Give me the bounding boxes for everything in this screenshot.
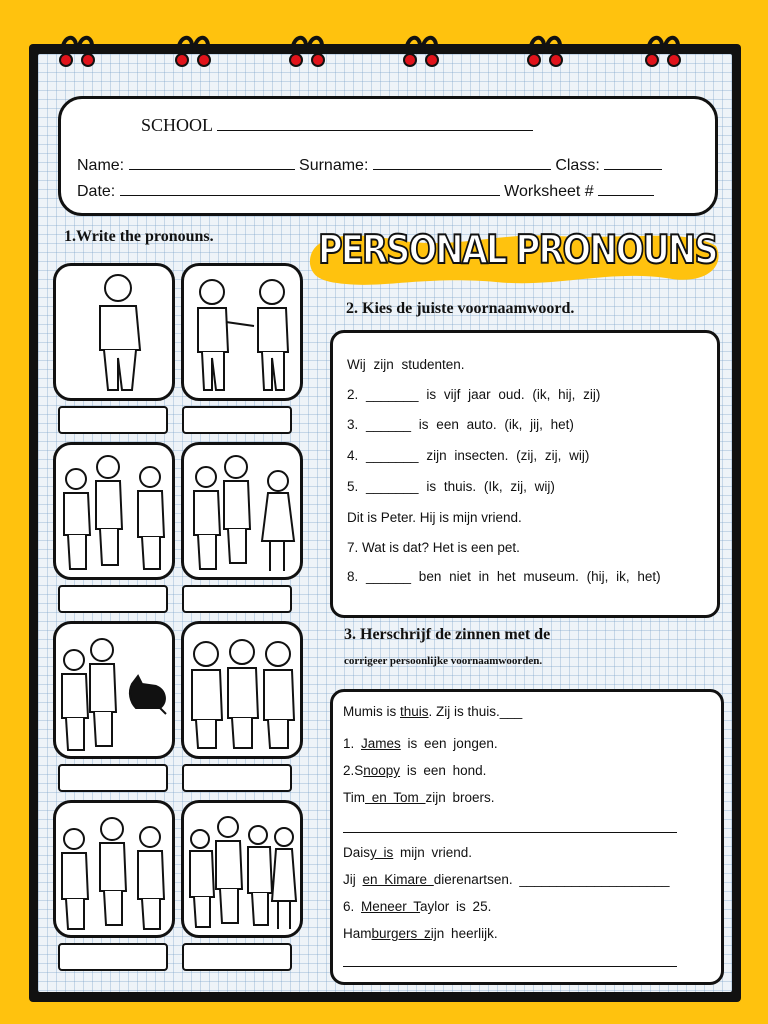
binder-ring-icon bbox=[398, 28, 444, 74]
underlined-word: y is bbox=[370, 845, 394, 860]
exercise-line: 8. ______ ben niet in het museum. (hij, ik, het) bbox=[347, 569, 661, 584]
underlined-word: en Kimare bbox=[362, 872, 434, 887]
school-row bbox=[141, 115, 533, 136]
rewrite-line bbox=[343, 763, 486, 778]
exercise-line: 4. _______ zijn insecten. (zij, zij, wij) bbox=[347, 448, 590, 463]
worksheet-field[interactable] bbox=[598, 181, 654, 196]
underlined-word: noopy bbox=[363, 763, 401, 778]
rewrite-text: mijn vriend. bbox=[393, 845, 473, 860]
picture-three-boys-group bbox=[181, 621, 303, 759]
picture-two-boys bbox=[181, 263, 303, 401]
school-label: SCHOOL bbox=[141, 115, 213, 135]
section1-title: 1.Write the pronouns. bbox=[64, 228, 214, 245]
exercise-line: 5. _______ is thuis. (Ik, zij, wij) bbox=[347, 479, 555, 494]
rewrite-text: Mumis is bbox=[343, 704, 400, 719]
answer-write-line[interactable] bbox=[343, 966, 677, 967]
rewrite-text: is een jongen. bbox=[400, 736, 498, 751]
page-title: PERSONAL PRONOUNS bbox=[318, 228, 717, 273]
rewrite-text: Dais bbox=[343, 845, 371, 860]
name-label: Name: bbox=[77, 157, 125, 174]
picture-four-children bbox=[181, 800, 303, 938]
class-label: Class: bbox=[555, 157, 600, 174]
boys-and-girl-figure-icon bbox=[184, 445, 300, 577]
underlined-word: Meneer T bbox=[361, 899, 421, 914]
section2-panel bbox=[330, 330, 720, 618]
four-children-figure-icon bbox=[184, 803, 300, 935]
answer-box[interactable] bbox=[58, 943, 168, 971]
exercise-line: 3. ______ is een auto. (ik, jij, het) bbox=[347, 417, 574, 432]
rewrite-line bbox=[343, 736, 498, 751]
surname-label: Surname: bbox=[299, 157, 369, 174]
rewrite-text: zijn broers. bbox=[425, 790, 495, 805]
school-field[interactable] bbox=[217, 116, 533, 131]
exercise-line: 7. Wat is dat? Het is een pet. bbox=[347, 540, 520, 555]
rewrite-text: 6. bbox=[343, 899, 362, 914]
binder-ring-icon bbox=[170, 28, 216, 74]
boys-reading-figure-icon bbox=[56, 803, 172, 935]
picture-boys-and-girl bbox=[181, 442, 303, 580]
rewrite-line bbox=[343, 704, 522, 719]
section3-subtitle: corrigeer persoonlijke voornaamwoorden. bbox=[344, 655, 543, 667]
two-boys-figure-icon bbox=[184, 266, 300, 398]
rewrite-text: n heerlijk. bbox=[436, 926, 498, 941]
binder-ring-icon bbox=[640, 28, 686, 74]
binder-ring-icon bbox=[284, 28, 330, 74]
name-field[interactable] bbox=[129, 155, 295, 170]
underlined-word: James bbox=[361, 736, 401, 751]
rewrite-text: dierenartsen. ____________________ bbox=[433, 872, 670, 887]
surname-field[interactable] bbox=[373, 155, 551, 170]
answer-box[interactable] bbox=[182, 585, 292, 613]
date-field[interactable] bbox=[120, 181, 500, 196]
section3-panel bbox=[330, 689, 724, 985]
exercise-line: Wij zijn studenten. bbox=[347, 357, 465, 372]
worksheet-label: Worksheet # bbox=[504, 183, 594, 200]
picture-two-boys-and-cat bbox=[53, 621, 175, 759]
exercise-line: Dit is Peter. Hij is mijn vriend. bbox=[347, 510, 522, 525]
rewrite-text: aylor is 25. bbox=[420, 899, 492, 914]
date-row bbox=[77, 181, 654, 201]
answer-box[interactable] bbox=[58, 406, 168, 434]
underlined-word: en Tom bbox=[365, 790, 426, 805]
class-field[interactable] bbox=[604, 155, 662, 170]
rewrite-text: Tim bbox=[343, 790, 365, 805]
rewrite-text: is een hond. bbox=[400, 763, 487, 778]
picture-boys-reading bbox=[53, 800, 175, 938]
answer-box[interactable] bbox=[182, 764, 292, 792]
two-boys-and-cat-figure-icon bbox=[56, 624, 172, 756]
rewrite-line bbox=[343, 926, 498, 941]
name-row bbox=[77, 155, 662, 175]
rewrite-line bbox=[343, 899, 491, 914]
answer-box[interactable] bbox=[182, 943, 292, 971]
answer-box[interactable] bbox=[182, 406, 292, 434]
student-info-header bbox=[58, 96, 718, 216]
date-label: Date: bbox=[77, 183, 116, 200]
answer-box[interactable] bbox=[58, 585, 168, 613]
picture-one-boy bbox=[53, 263, 175, 401]
rewrite-text: 1. bbox=[343, 736, 362, 751]
three-boys-group-figure-icon bbox=[184, 624, 300, 756]
rewrite-line bbox=[343, 845, 472, 860]
rewrite-line bbox=[343, 790, 495, 805]
rewrite-text: Jij bbox=[343, 872, 363, 887]
exercise-line: 2. _______ is vijf jaar oud. (ik, hij, zij) bbox=[347, 387, 601, 402]
underlined-word: burgers zij bbox=[371, 926, 437, 941]
answer-write-line[interactable] bbox=[343, 832, 677, 833]
rewrite-text: Ham bbox=[343, 926, 372, 941]
boy-figure-icon bbox=[56, 266, 172, 398]
section2-title: 2. Kies de juiste voornaamwoord. bbox=[346, 300, 575, 317]
binder-ring-icon bbox=[54, 28, 100, 74]
section3-title: 3. Herschrijf de zinnen met de bbox=[344, 626, 551, 643]
answer-box[interactable] bbox=[58, 764, 168, 792]
underlined-word: thuis bbox=[400, 704, 429, 719]
rewrite-text: . Zij is thuis.___ bbox=[428, 704, 523, 719]
rewrite-text: 2.S bbox=[343, 763, 364, 778]
binder-ring-icon bbox=[522, 28, 568, 74]
rewrite-line bbox=[343, 872, 670, 887]
three-boys-figure-icon bbox=[56, 445, 172, 577]
picture-three-boys bbox=[53, 442, 175, 580]
